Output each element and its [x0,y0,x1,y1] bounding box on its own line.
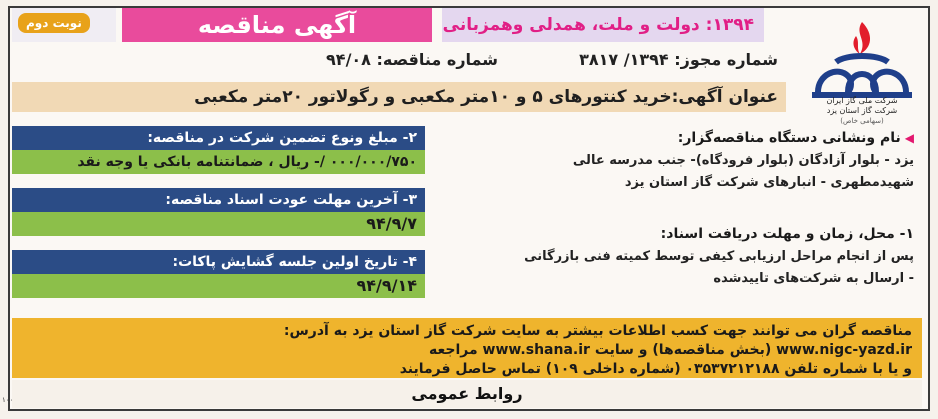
organizer-heading: نام ونشانی دستگاه مناقصه‌گزار: [677,130,901,146]
round-badge-area [12,8,116,42]
shana-link[interactable]: www.shana.ir [482,342,590,358]
logo-line-2: شرکت گاز استان یزد [826,106,898,115]
logo-line-1: شرکت ملی گاز ایران [826,96,898,105]
ad-subject: عنوان آگهی:خرید کنتورهای ۵ و ۱۰متر مکعبی و رگولاتور ۲۰متر مکعبی [12,82,786,112]
guarantee-amount: ۰۰۰/۰۰۰/۷۵۰ /- ریال ، ضمانتنامه بانکی یا وجه نقد [12,150,425,174]
guarantee-box [12,126,425,174]
emblem-icon [818,56,906,92]
return-deadline-box [12,188,425,236]
flame-icon [853,22,870,54]
ad-title: آگهی مناقصه [122,8,432,42]
triangle-bullet-icon: ◀ [904,131,914,145]
return-deadline-heading: ۳- آخرین مهلت عودت اسناد مناقصه: [12,188,425,212]
public-relations-signature: روابط عمومی [12,380,922,408]
footer-line-2 [12,341,912,360]
page-number: ۱۰۰ [2,396,14,404]
return-deadline-date: ۹۴/۹/۷ [12,212,425,236]
opening-session-date: ۹۴/۹/۱۴ [12,274,425,298]
guarantee-heading: ۲- مبلغ ونوع تضمین شرکت در مناقصه: [12,126,425,150]
nigc-yazd-link[interactable]: www.nigc-yazd.ir [776,342,912,358]
documents-section [436,226,922,290]
round-badge: نوبت دوم [18,13,90,33]
contact-footer [12,318,922,378]
documents-line-1: پس از انجام مراحل ارزیابی کیفی توسط کمیته فنی بازرگانی [524,249,914,264]
footer-line-3: و یا با شماره تلفن ۰۳۵۳۷۲۱۲۱۸۸ (شماره داخلی ۱۰۹) تماس حاصل فرمایند [399,361,912,377]
footer-line-1: مناقصه گران می توانند جهت کسب اطلاعات بیشتر به سایت شرکت گاز استان یزد به آدرس: [283,323,912,339]
opening-session-heading: ۴- تاریخ اولین جلسه گشایش پاکات: [12,250,425,274]
logo-line-3: (سهامی خاص) [840,117,884,125]
footer-mid-text: (بخش مناقصه‌ها) و سایت [594,342,772,358]
year-slogan: ۱۳۹۴: دولت و ملت، همدلی وهمزبانی [442,8,764,42]
footer-tail-text: مراجعه [428,342,478,358]
permit-row [12,48,778,72]
logo-caption [798,96,926,126]
organizer-address-line-1: یزد - بلوار آزادگان (بلوار فرودگاه)- جنب مدرسه عالی [572,153,914,168]
tender-number: شماره مناقصه: ۹۴/۰۸ [326,50,498,69]
organizer-section [436,130,922,194]
permit-number: شماره مجوز: ۱۳۹۴/ ۳۸۱۷ [579,50,778,69]
documents-line-2: - ارسال به شرکت‌های تاییدشده [713,271,914,286]
documents-heading: ۱- محل، زمان و مهلت دریافت اسناد: [660,226,914,242]
opening-session-box [12,250,425,298]
organizer-address-line-2: شهیدمطهری - انبارهای شرکت گاز استان یزد [624,175,914,190]
